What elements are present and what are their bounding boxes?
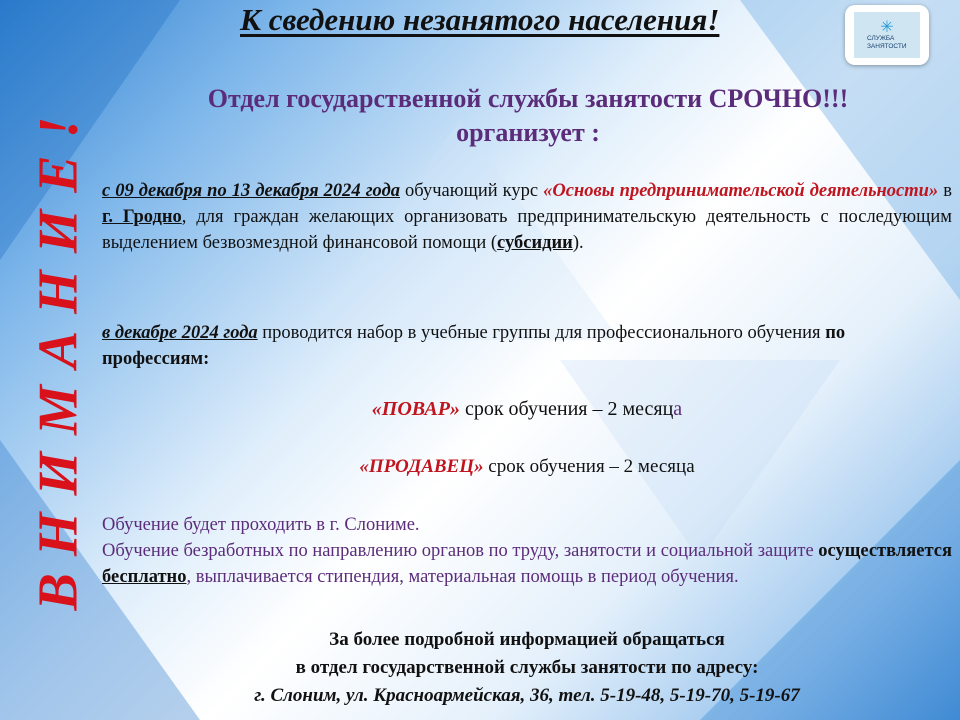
text: проводится набор в учебные группы для профессионального обучения <box>257 323 826 343</box>
logo <box>845 5 929 65</box>
course-dates: с 09 декабря по 13 декабря 2024 года <box>102 181 400 201</box>
text: обучающий курс <box>400 181 544 201</box>
text: бесплатно <box>102 567 187 587</box>
training-location: Обучение будет проходить в г. Слониме. <box>102 515 420 535</box>
side-banner-text: ВНИМАНИЕ! <box>27 99 89 611</box>
department-line-1: Отдел государственной службы занятости СРОЧНО!!! <box>207 84 849 113</box>
text: ). <box>572 233 584 253</box>
page-title: К сведению незанятого населения! <box>240 2 720 37</box>
course-paragraph <box>102 178 952 256</box>
enrollment-paragraph <box>102 320 952 372</box>
text: , для граждан желающих организовать предпринимательскую деятельность с последующим выделением безвозмездной финансовой помощи ( <box>102 207 952 253</box>
text: а <box>673 398 683 420</box>
profession-seller <box>102 456 952 478</box>
text: осуществляется <box>818 541 952 561</box>
course-city: г. Гродно <box>102 207 182 227</box>
contact-line-2: в отдел государственной службы занятости по адресу: <box>295 657 759 678</box>
profession-term: срок обучения – 2 месяца <box>483 456 695 477</box>
text: , выплачивается стипендия, материальная помощь в период обучения. <box>186 567 739 587</box>
side-banner <box>18 40 98 670</box>
training-info <box>102 512 952 590</box>
profession-term: срок обучения – 2 месяц <box>459 398 674 420</box>
enrollment-date: в декабре 2024 года <box>102 323 258 343</box>
contact-info <box>102 626 952 710</box>
logo-line-1: СЛУЖБА <box>867 35 895 42</box>
subsidy-word: субсидии <box>497 233 573 253</box>
department-line-2: организует : <box>456 118 600 147</box>
contact-address: г. Слоним, ул. Красноармейская, 36, тел. 5-19-48, 5-19-70, 5-19-67 <box>254 685 800 706</box>
training-conditions <box>102 538 952 590</box>
contact-line-1: За более подробной информацией обращаться <box>329 629 725 650</box>
text: в <box>938 181 952 201</box>
profession-name: «ПОВАР» <box>371 398 460 420</box>
department-heading <box>104 82 952 150</box>
star-burst-icon: ✳ <box>880 17 894 36</box>
text: по профессиям: <box>102 323 846 369</box>
profession-name: «ПРОДАВЕЦ» <box>359 456 484 477</box>
course-name: «Основы предпринимательской деятельности» <box>543 181 939 201</box>
profession-cook <box>102 398 952 421</box>
logo-line-2: ЗАНЯТОСТИ <box>867 43 907 50</box>
text: Обучение безработных по направлению органов по труду, занятости и социальной защите <box>102 541 819 561</box>
